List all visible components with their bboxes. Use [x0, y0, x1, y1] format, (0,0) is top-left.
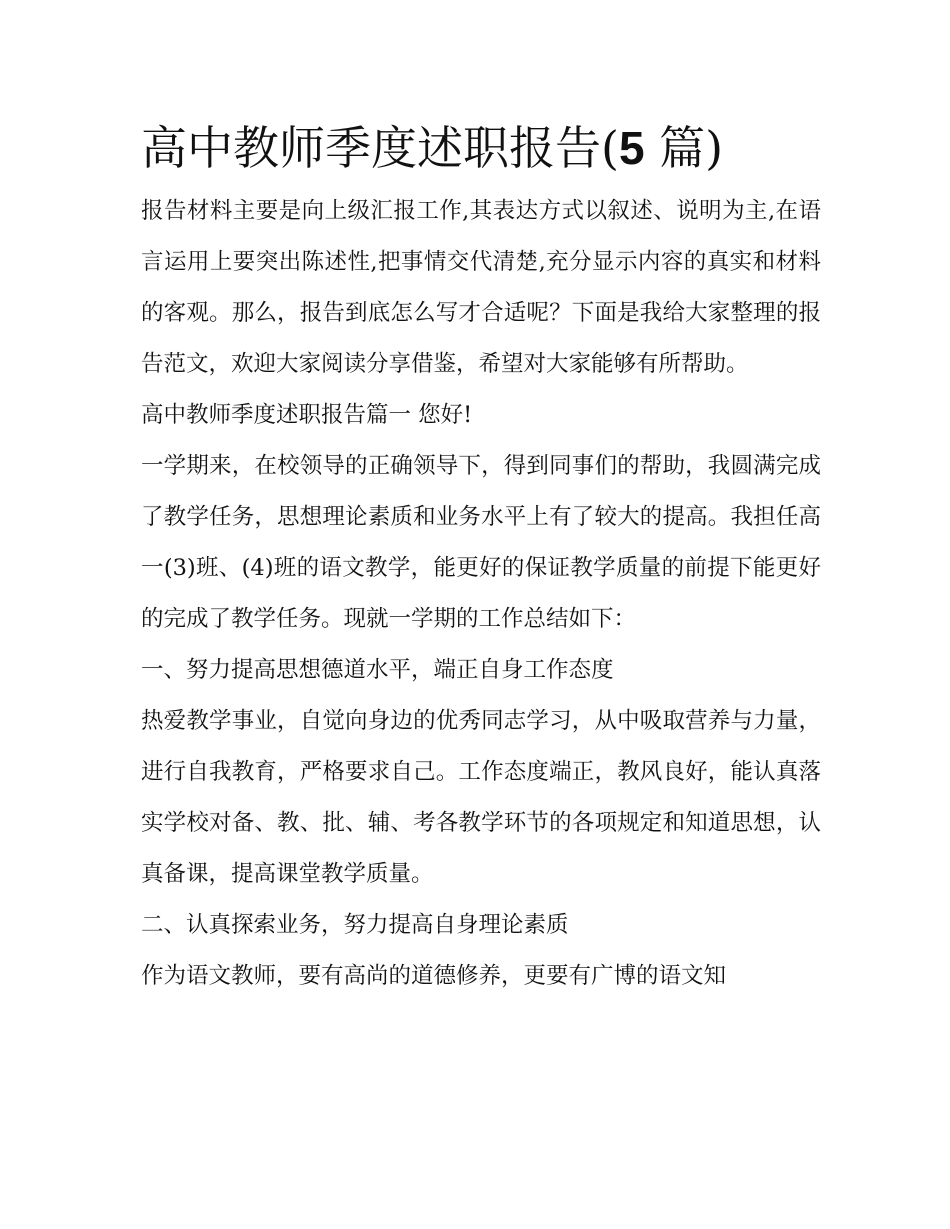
- section-heading-1: 高中教师季度述职报告篇一 您好!: [141, 402, 473, 428]
- intro-paragraph: 报告材料主要是向上级汇报工作,其表达方式以叙述、说明为主,在语言运用上要突出陈述性,把事情交代清楚,充分显示内容的真实和材料的客观。那么，报告到底怎么写才合适呢？下面是我给大家整理的报告范文，欢迎大家阅读分享借鉴，希望对大家能够有所帮助。: [141, 198, 821, 377]
- title-text: 高中教师季度述职报告(: [141, 121, 619, 175]
- section-heading-2: 一、努力提高思想德道水平，端正自身工作态度: [141, 657, 614, 683]
- title-suffix: 篇): [659, 121, 724, 175]
- document-page: [141, 112, 821, 1002]
- title-number: 5: [618, 122, 645, 174]
- body-paragraph-2: 热爱教学事业，自觉向身边的优秀同志学习，从中吸取营养与力量，进行自我教育，严格要求自己。工作态度端正，教风良好，能认真落实学校对备、教、批、辅、考各教学环节的各项规定和知道思想，认真备课，提高课堂教学质量。: [141, 708, 821, 887]
- body-paragraph-3: 作为语文教师，要有高尚的道德修养，更要有广博的语文知: [141, 963, 727, 989]
- document-title: [141, 112, 821, 184]
- body-paragraph-1: 一学期来，在校领导的正确领导下，得到同事们的帮助，我圆满完成了教学任务，思想理论素质和业务水平上有了较大的提高。我担任高一(3)班、(4)班的语文教学，能更好的保证教学质量的前提下能更好的完成了教学任务。现就一学期的工作总结如下：: [141, 453, 821, 632]
- section-heading-3: 二、认真探索业务，努力提高自身理论素质: [141, 912, 569, 938]
